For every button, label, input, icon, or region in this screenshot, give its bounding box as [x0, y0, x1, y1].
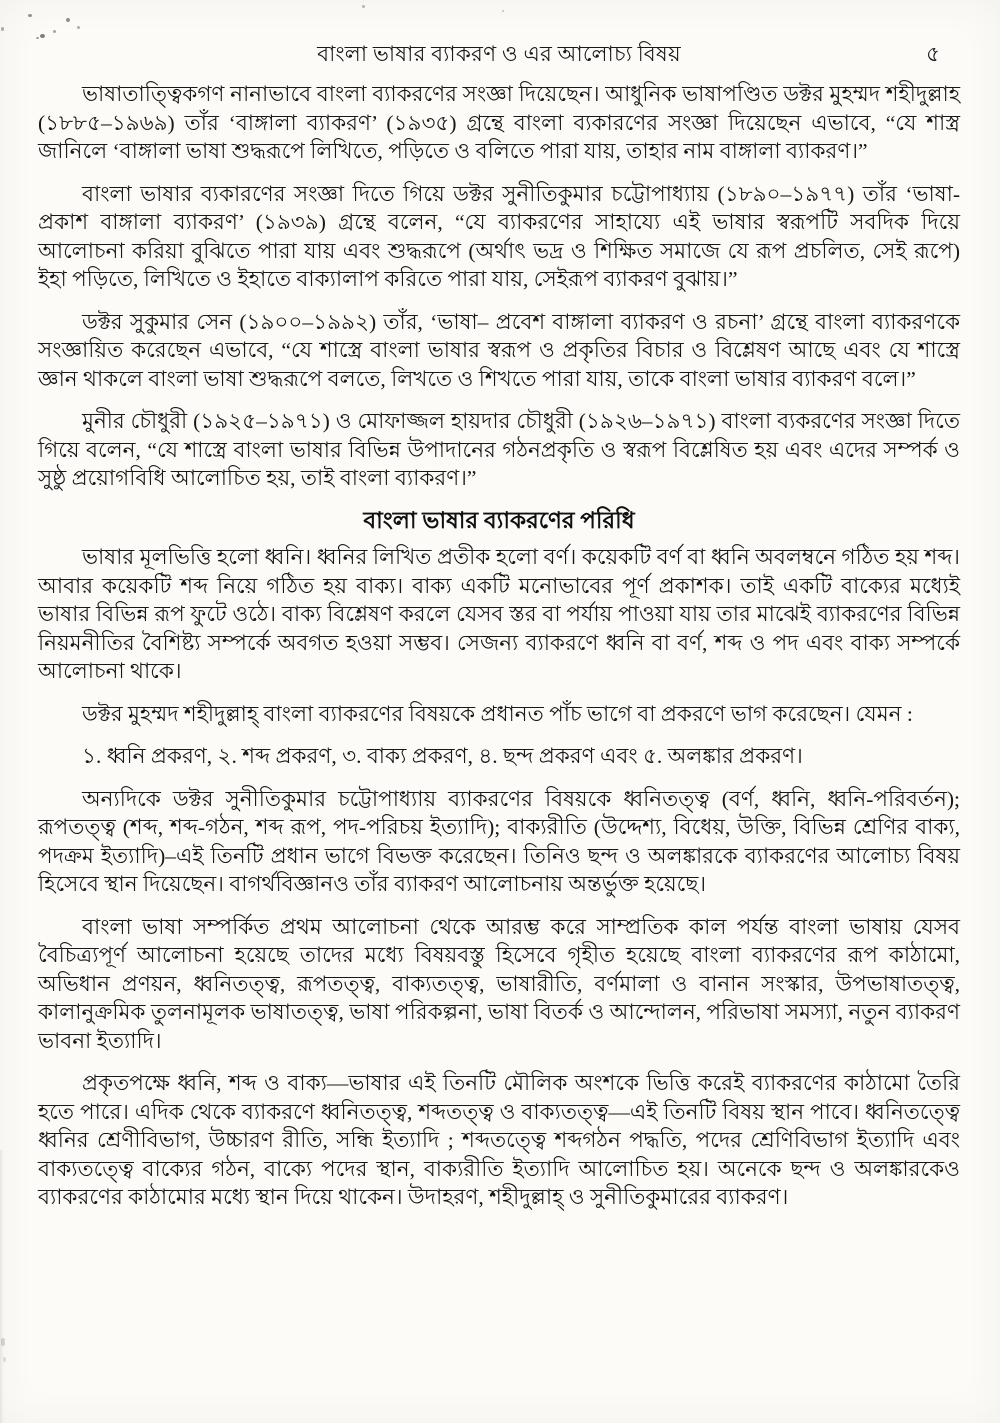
scan-speckle [502, 10, 504, 12]
page-number: ৫ [926, 42, 940, 66]
list-five-prokoron: ১. ধ্বনি প্রকরণ, ২. শব্দ প্রকরণ, ৩. বাক্য প্রকরণ, ৪. ছন্দ প্রকরণ এবং ৫. অলঙ্কার প্রকরণ। [82, 744, 803, 768]
section-heading-grammar-scope: বাংলা ভাষার ব্যাকরণের পরিধি [363, 507, 635, 533]
paragraph-five-divisions-intro: ডক্টর মুহম্মদ শহীদুল্লাহ্‌ বাংলা ব্যাকরণের বিষয়কে প্রধানত পাঁচ ভাগে বা প্রকরণে ভাগ করেছেন। যেমন : [82, 701, 913, 726]
paragraph-sunitikumar-definition: বাংলা ভাষার ব্যকারণের সংজ্ঞা দিতে গিয়ে ডক্টর সুনীতিকুমার চট্টোপাধ্যায় (১৮৯০–১৯৭৭) তাঁর ‘ভাষা-প্রকাশ বাঙ্গালা ব্যাকরণ’ (১৯৩৯) গ্রন্থে বলেন, “যে ব্যাকরণের সাহায্যে এই ভাষার স্বরূপটি সবদিক দিয়ে আলোচনা করিয়া বুঝিতে পারা যায় এবং শুদ্ধরূপে (অর্থাৎ ভদ্র ও শিক্ষিত সমাজে যে রূপ প্রচলিত, সেই রূপে) ইহা পড়িতে, লিখিতে ও ইহাতে বাক্যালাপ করিতে পারা যায়, সেইরূপ ব্যাকরণ বুঝায়।” [38, 181, 960, 291]
paragraph-sunitikumar-three-divisions: অন্যদিকে ডক্টর সুনীতিকুমার চট্টোপাধ্যায় ব্যাকরণের বিষয়কে ধ্বনিতত্ত্ব (বর্ণ, ধ্বনি, ধ্বনি-পরিবর্তন); রূপতত্ত্ব (শব্দ, শব্দ-গঠন, শব্দ রূপ, পদ-পরিচয় ইত্যাদি); বাক্যরীতি (উদ্দেশ্য, বিধেয়, উক্তি, বিভিন্ন শ্রেণির বাক্য, পদক্রম ইত্যাদি)–এই তিনটি প্রধান ভাগে বিভক্ত করেছেন। তিনিও ছন্দ ও অলঙ্কারকে ব্যাকরণের আলোচ্য বিষয় হিসেবে স্থান দিয়েছেন। বাগর্থবিজ্ঞানও তাঁর ব্যাকরণ আলোচনায় অন্তর্ভুক্ত হয়েছে। [38, 786, 960, 896]
body-text [38, 80, 960, 1212]
scan-speckle [66, 18, 70, 22]
running-head [38, 38, 960, 70]
scan-speckle [28, 14, 32, 17]
paragraph-discussion-topics: বাংলা ভাষা সম্পর্কিত প্রথম আলোচনা থেকে আরম্ভ করে সাম্প্রতিক কাল পর্যন্ত বাংলা ভাষায় যেসব বৈচিত্র্যপূর্ণ আলোচনা হয়েছে তাদের মধ্যে বিষয়বস্তু হিসেবে গৃহীত হয়েছে বাংলা ব্যাকরণের রূপ কাঠামো, অভিধান প্রণয়ন, ধ্বনিতত্ত্ব, রূপতত্ত্ব, বাক্যতত্ত্ব, ভাষারীতি, বর্ণমালা ও বানান সংস্কার, উপভাষাতত্ত্ব, কালানুক্রমিক তুলনামূলক ভাষাতত্ত্ব, ভাষা পরিকল্পনা, ভাষা বিতর্ক ও আন্দোলন, পরিভাষা সমস্যা, নতুন ব্যাকরণ ভাবনা ইত্যাদি। [38, 914, 960, 1053]
paragraph-three-core-parts: প্রকৃতপক্ষে ধ্বনি, শব্দ ও বাক্য—ভাষার এই তিনটি মৌলিক অংশকে ভিত্তি করেই ব্যাকরণের কাঠামো তৈরি হতে পারে। এদিক থেকে ব্যাকরণে ধ্বনিতত্ত্ব, শব্দতত্ত্ব ও বাক্যতত্ত্ব—এই তিনটি বিষয় স্থান পাবে। ধ্বনিতত্ত্বে ধ্বনির শ্রেণীবিভাগ, উচ্চারণ রীতি, সন্ধি ইত্যাদি ; শব্দতত্ত্বে শব্দগঠন পদ্ধতি, পদের শ্রেণিবিভাগ ইত্যাদি এবং বাক্যতত্ত্বে বাক্যের গঠন, বাক্যে পদের স্থান, বাক্যরীতি ইত্যাদি আলোচিত হয়। অনেকে ছন্দ ও অলঙ্কারকেও ব্যাকরণের কাঠামোর মধ্যে স্থান দিয়ে থাকেন। উদাহরণ, শহীদুল্লাহ্‌ ও সুনীতিকুমারের ব্যাকরণ। [38, 1071, 960, 1209]
scan-speckle [362, 5, 365, 8]
scan-speckle [53, 30, 56, 33]
scan-speckle [3, 1357, 6, 1362]
paragraph-shahidullah-definition: ভাষাতাত্ত্বিকগণ নানাভাবে বাংলা ব্যাকরণের সংজ্ঞা দিয়েছেন। আধুনিক ভাষাপণ্ডিত ডক্টর মুহম্মদ শহীদুল্লাহ (১৮৮৫–১৯৬৯) তাঁর ‘বাঙ্গালা ব্যাকরণ’ (১৯৩৫) গ্রন্থে বাংলা ব্যকারণের সংজ্ঞা দিয়েছেন এভাবে, “যে শাস্ত্র জানিলে ‘বাঙ্গালা ভাষা শুদ্ধরূপে লিখিতে, পড়িতে ও বলিতে পারা যায়, তাহার নাম বাঙ্গালা ব্যাকরণ।” [38, 82, 960, 163]
page-title: বাংলা ভাষার ব্যাকরণ ও এর আলোচ্য বিষয় [317, 42, 681, 66]
scan-speckle [1, 1338, 5, 1346]
scan-edge-shade [0, 1150, 4, 1423]
scan-speckle [1, 27, 4, 31]
paragraph-language-foundation: ভাষার মূলভিত্তি হলো ধ্বনি। ধ্বনির লিখিত প্রতীক হলো বর্ণ। কয়েকটি বর্ণ বা ধ্বনি অবলম্বনে গঠিত হয় শব্দ। আবার কয়েকটি শব্দ নিয়ে গঠিত হয় বাক্য। বাক্য একটি মনোভাবের পূর্ণ প্রকাশক। তাই একটি বাক্যের মধ্যেই ভাষার বিভিন্ন রূপ ফুটে ওঠে। বাক্য বিশ্লেষণ করলে যেসব স্তর বা পর্যায় পাওয়া যায় তার মাঝেই ব্যাকরণের বিভিন্ন নিয়মনীতির বৈশিষ্ট্য সম্পর্কে অবগত হওয়া সম্ভব। সেজন্য ব্যাকরণে ধ্বনি বা বর্ণ, শব্দ ও পদ এবং বাক্য সম্পর্কে আলোচনা থাকে। [38, 545, 960, 683]
paragraph-sukumar-sen-definition: ডক্টর সুকুমার সেন (১৯০০–১৯৯২) তাঁর, ‘ভাষা– প্রবেশ বাঙ্গালা ব্যাকরণ ও রচনা’ গ্রন্থে বাংলা ব্যাকরণকে সংজ্ঞায়িত করেছেন এভাবে, “যে শাস্ত্রে বাংলা ভাষার স্বরূপ ও প্রকৃতির বিচার ও বিশ্লেষণ আছে এবং যে শাস্ত্রে জ্ঞান থাকলে বাংলা ভাষা শুদ্ধরূপে বলতে, লিখতে ও শিখতে পারা যায়, তাকে বাংলা ভাষার ব্যাকরণ বলে।” [38, 309, 960, 391]
scan-speckle [77, 26, 80, 29]
paragraph-munir-chowdhury-definition: মুনীর চৌধুরী (১৯২৫–১৯৭১) ও মোফাজ্জল হায়দার চৌধুরী (১৯২৬–১৯৭১) বাংলা ব্যকরণের সংজ্ঞা দিতে গিয়ে বলেন, “যে শাস্ত্রে বাংলা ভাষার বিভিন্ন উপাদানের গঠনপ্রকৃতি ও স্বরূপ বিশ্লেষিত হয় এবং এদের সম্পর্ক ও সুষ্ঠু প্রয়োগবিধি আলোচিত হয়, তাই বাংলা ব্যাকরণ।” [38, 409, 960, 490]
